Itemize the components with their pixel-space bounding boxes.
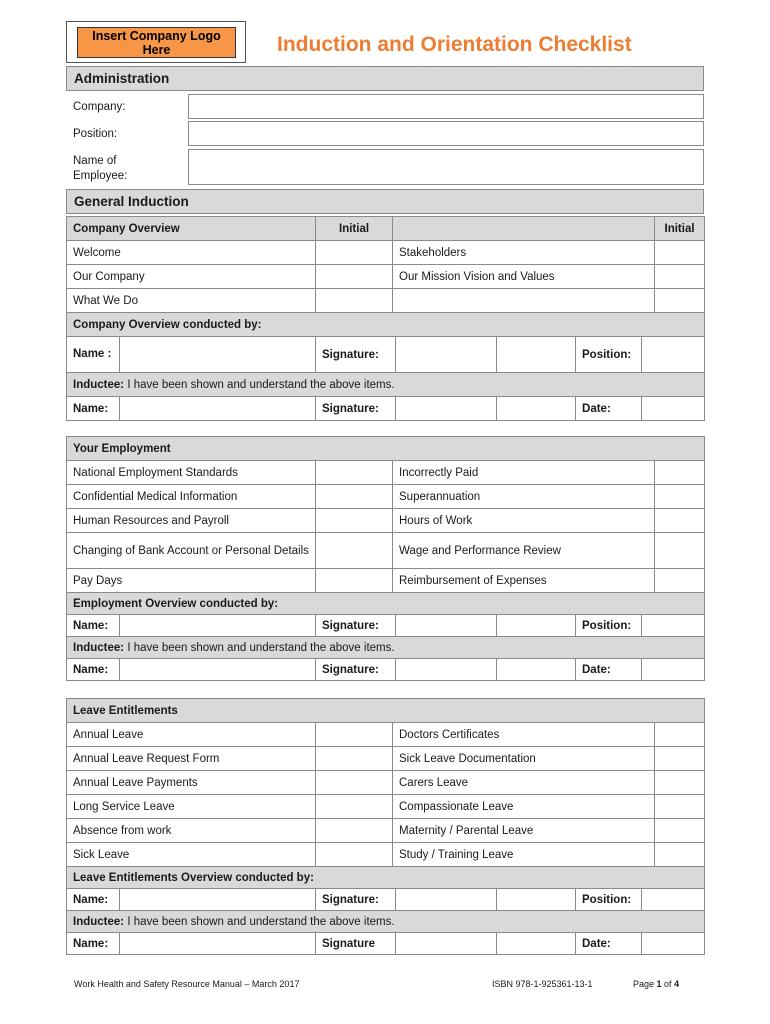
date-input[interactable] [642,397,704,420]
inductee-text: I have been shown and understand the above items. [124,641,395,654]
initial-cell[interactable] [316,723,393,747]
checklist-item: Incorrectly Paid [393,461,655,485]
date-label: Date: [576,397,642,420]
checklist-item: Maternity / Parental Leave [393,819,655,843]
header-blank [393,217,655,241]
date-group [576,659,705,681]
signature-group [316,615,497,637]
checklist-item: Annual Leave Request Form [67,747,316,771]
name-input[interactable] [120,933,316,955]
initial-cell[interactable] [655,241,705,265]
initial-cell[interactable] [316,265,393,289]
checklist-item: Doctors Certificates [393,723,655,747]
signature-label: Signature: [316,337,396,372]
checklist-item: Annual Leave [67,723,316,747]
date-group [576,933,705,955]
table-row [67,795,705,819]
checklist-item: Reimbursement of Expenses [393,569,655,593]
initial-cell[interactable] [316,533,393,569]
checklist-item: Carers Leave [393,771,655,795]
position-group [576,337,705,373]
page-total: 4 [674,979,680,989]
table-row [67,509,705,533]
footer-page-number [633,979,679,989]
inductee-statement [67,637,705,659]
date-label: Date: [576,659,642,680]
position-input[interactable] [642,889,704,910]
name-input[interactable] [120,889,316,911]
checklist-item: Study / Training Leave [393,843,655,867]
inductee-statement [67,911,705,933]
checklist-item: Superannuation [393,485,655,509]
initial-cell[interactable] [316,485,393,509]
general-induction-heading: General Induction [66,189,704,214]
checklist-item: Our Mission Vision and Values [393,265,655,289]
initial-header: Initial [655,217,705,241]
position-group [576,889,705,911]
signature-input-ext[interactable] [497,615,576,637]
table-row [67,771,705,795]
table-row [67,533,705,569]
page-of: of [661,979,675,989]
position-label: Position: [576,889,642,910]
initial-cell[interactable] [316,771,393,795]
signature-group [316,659,497,681]
inductee-label: Inductee: [73,915,125,928]
company-overview-heading: Company Overview [67,217,316,241]
checklist-item: Sick Leave Documentation [393,747,655,771]
table-row [67,241,705,265]
initial-cell[interactable] [316,461,393,485]
signature-input-ext[interactable] [497,659,576,681]
signature-input[interactable] [396,889,496,910]
checklist-item: Long Service Leave [67,795,316,819]
signature-input-ext[interactable] [497,933,576,955]
table-row [67,485,705,509]
leave-table [66,698,705,955]
company-input[interactable] [188,94,704,119]
checklist-item: Changing of Bank Account or Personal Details [67,533,316,569]
administration-section [66,66,704,187]
initial-cell[interactable] [655,819,705,843]
page-title: Induction and Orientation Checklist [277,33,632,56]
initial-cell[interactable] [316,843,393,867]
footer-manual-title: Work Health and Safety Resource Manual – March 2017 [74,979,300,989]
table-row [67,461,705,485]
checklist-item: Compassionate Leave [393,795,655,819]
date-input[interactable] [642,933,704,954]
conducted-by-heading: Company Overview conducted by: [67,313,705,337]
initial-cell[interactable] [316,241,393,265]
signature-input[interactable] [396,933,496,954]
signature-label: Signature: [316,397,396,420]
name-label: Name: [67,889,120,911]
administration-heading: Administration [66,66,704,91]
name-input[interactable] [120,615,316,637]
logo-text: Insert Company Logo Here [77,27,236,58]
name-input[interactable] [120,397,316,421]
employee-name-label: Name of Employee: [73,155,128,182]
company-label: Company: [73,101,126,113]
date-group [576,397,705,421]
checklist-item: Wage and Performance Review [393,533,655,569]
checklist-item: Our Company [67,265,316,289]
footer-isbn: ISBN 978-1-925361-13-1 [492,979,593,989]
leave-heading: Leave Entitlements [67,699,705,723]
date-label: Date: [576,933,642,954]
inductee-text: I have been shown and understand the above items. [124,378,395,391]
name-input[interactable] [120,659,316,681]
checklist-item: Human Resources and Payroll [67,509,316,533]
initial-cell[interactable] [316,289,393,313]
name-label: Name: [67,933,120,955]
position-label: Position: [576,615,642,636]
inductee-statement [67,373,705,397]
table-row [67,723,705,747]
initial-cell[interactable] [316,509,393,533]
initial-cell[interactable] [655,485,705,509]
position-input[interactable] [642,615,704,636]
signature-label: Signature: [316,659,396,680]
initial-cell[interactable] [316,795,393,819]
signature-input[interactable] [396,397,496,420]
position-input[interactable] [188,121,704,146]
signature-input-ext[interactable] [497,337,576,373]
checklist-item: Annual Leave Payments [67,771,316,795]
initial-cell[interactable] [655,747,705,771]
signature-group [316,889,497,911]
table-row [67,819,705,843]
position-group [576,615,705,637]
employment-heading: Your Employment [67,437,705,461]
signature-label: Signature [316,933,396,954]
initial-cell[interactable] [655,795,705,819]
checklist-item: Hours of Work [393,509,655,533]
signature-input[interactable] [396,659,496,680]
name-label: Name: [67,397,120,421]
initial-cell[interactable] [316,819,393,843]
name-label: Name: [67,659,120,681]
table-row [67,289,705,313]
position-label: Position: [576,337,642,372]
signature-input[interactable] [396,337,496,372]
initial-cell[interactable] [655,843,705,867]
initial-cell[interactable] [655,509,705,533]
initial-cell[interactable] [316,747,393,771]
initial-cell[interactable] [655,723,705,747]
signature-label: Signature: [316,615,396,636]
employment-table [66,436,705,681]
position-input[interactable] [642,337,704,372]
signature-input-ext[interactable] [497,889,576,911]
conducted-by-heading: Employment Overview conducted by: [67,593,705,615]
initial-cell[interactable] [655,461,705,485]
company-overview-table [66,216,705,421]
conducted-by-heading: Leave Entitlements Overview conducted by: [67,867,705,889]
initial-cell[interactable] [316,569,393,593]
initial-cell[interactable] [655,771,705,795]
name-label: Name: [67,615,120,637]
table-row [67,843,705,867]
signature-input[interactable] [396,615,496,636]
table-row [67,747,705,771]
employee-name-input[interactable] [188,149,704,185]
checklist-item: Pay Days [67,569,316,593]
position-label: Position: [73,128,118,140]
checklist-item: Stakeholders [393,241,655,265]
signature-group [316,337,497,373]
table-row [67,569,705,593]
initial-cell[interactable] [655,265,705,289]
page-prefix: Page [633,979,657,989]
page-current: 1 [656,979,662,989]
inductee-label: Inductee: [73,378,125,391]
checklist-item [393,289,655,313]
initial-header: Initial [316,217,393,241]
signature-input-ext[interactable] [497,397,576,421]
date-input[interactable] [642,659,704,680]
checklist-item: What We Do [67,289,316,313]
inductee-label: Inductee: [73,641,125,654]
checklist-item: Welcome [67,241,316,265]
checklist-item: Absence from work [67,819,316,843]
signature-group [316,397,497,421]
initial-cell[interactable] [655,569,705,593]
signature-group [316,933,497,955]
inductee-text: I have been shown and understand the above items. [124,915,395,928]
signature-label: Signature: [316,889,396,910]
checklist-item: Confidential Medical Information [67,485,316,509]
checklist-item: National Employment Standards [67,461,316,485]
table-row [67,265,705,289]
name-input[interactable] [120,337,316,373]
name-label: Name : [67,337,120,373]
company-logo-placeholder [66,21,246,63]
initial-cell[interactable] [655,289,705,313]
checklist-item: Sick Leave [67,843,316,867]
initial-cell[interactable] [655,533,705,569]
